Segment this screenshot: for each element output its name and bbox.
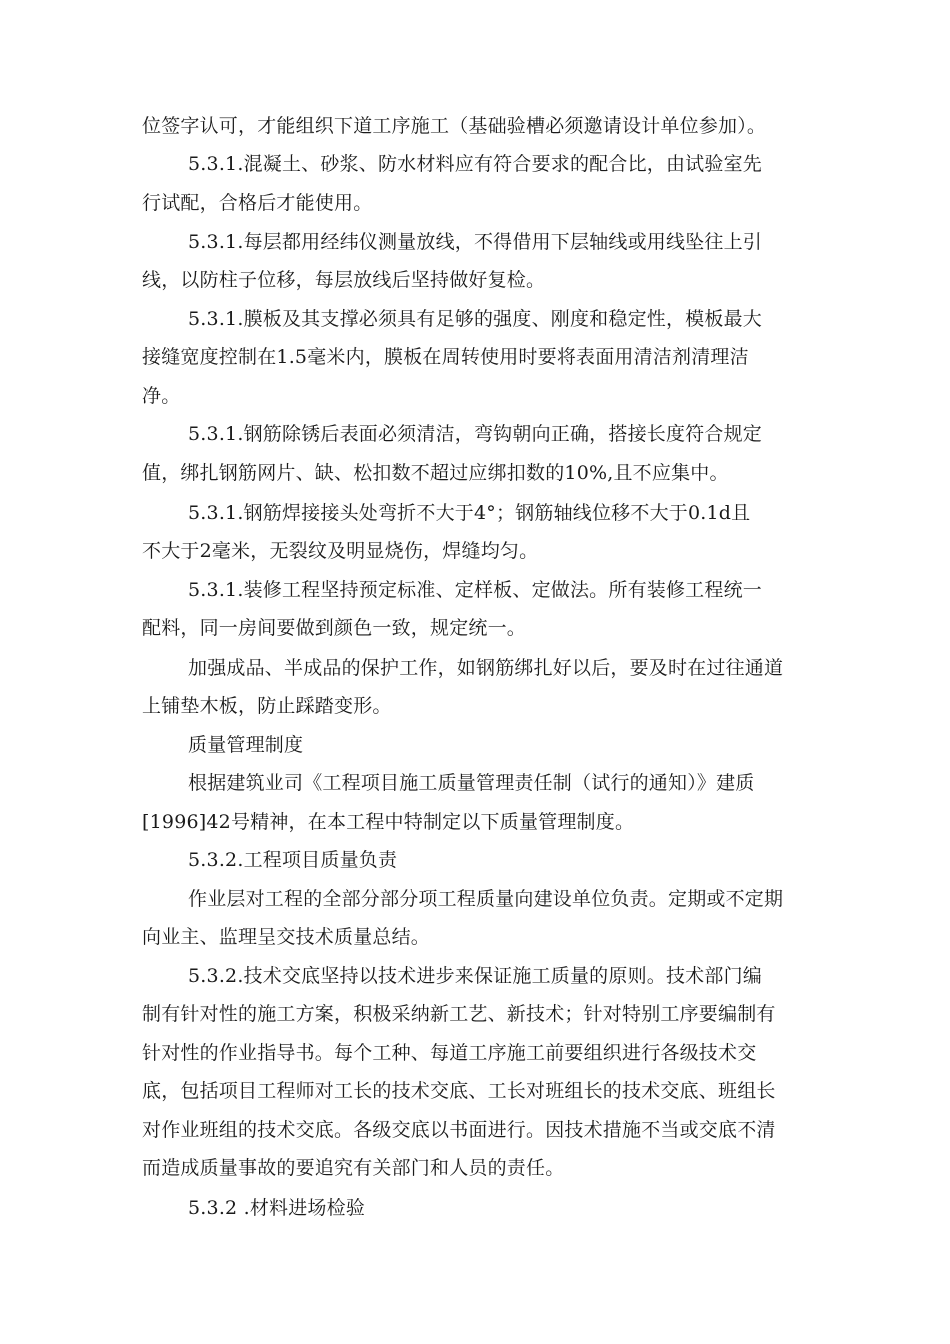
text-line: 接缝宽度控制在1.5毫米内，膜板在周转使用时要将表面用清洁剂清理洁 xyxy=(142,346,749,368)
text-line: 上铺垫木板，防止踩踏变形。 xyxy=(142,695,392,717)
text-line: 5.3.1.膜板及其支撑必须具有足够的强度、刚度和稳定性，模板最大 xyxy=(188,308,762,330)
text-line: 底，包括项目工程师对工长的技术交底、工长对班组长的技术交底、班组长 xyxy=(142,1080,776,1102)
text-line: 不大于2毫米，无裂纹及明显烧伤，焊缝均匀。 xyxy=(142,540,539,562)
text-line: 净。 xyxy=(142,385,181,407)
text-line: 5.3.2.技术交底坚持以技术进步来保证施工质量的原则。技术部门编 xyxy=(188,965,762,987)
text-line: 配料，同一房间要做到颜色一致，规定统一。 xyxy=(142,617,527,639)
text-line: 作业层对工程的全部分部分项工程质量向建设单位负责。定期或不定期 xyxy=(188,888,784,910)
text-line: 位签字认可，才能组织下道工序施工（基础验槽必须邀请设计单位参加）。 xyxy=(142,115,767,137)
text-line: [1996]42号精神，在本工程中特制定以下质量管理制度。 xyxy=(142,811,635,833)
text-line: 5.3.1.装修工程坚持预定标准、定样板、定做法。所有装修工程统一 xyxy=(188,579,762,601)
text-line: 5.3.1.钢筋除锈后表面必须清洁，弯钩朝向正确，搭接长度符合规定 xyxy=(188,423,762,445)
text-line: 5.3.1.钢筋焊接接头处弯折不大于4°；钢筋轴线位移不大于0.1d且 xyxy=(188,502,751,524)
section-heading: 质量管理制度 xyxy=(188,734,304,756)
text-line: 对作业班组的技术交底。各级交底以书面进行。因技术措施不当或交底不清 xyxy=(142,1119,776,1141)
text-line: 而造成质量事故的要追究有关部门和人员的责任。 xyxy=(142,1157,565,1179)
text-line: 针对性的作业指导书。每个工种、每道工序施工前要组织进行各级技术交 xyxy=(142,1042,757,1064)
text-line: 向业主、监理呈交技术质量总结。 xyxy=(142,926,431,948)
text-line: 制有针对性的施工方案，积极采纳新工艺、新技术；针对特别工序要编制有 xyxy=(142,1003,776,1025)
text-line: 5.3.1.混凝土、砂浆、防水材料应有符合要求的配合比，由试验室先 xyxy=(188,153,762,175)
text-line: 根据建筑业司《工程项目施工质量管理责任制（试行的通知）》建质 xyxy=(188,772,755,794)
text-line: 线，以防柱子位移，每层放线后坚持做好复检。 xyxy=(142,269,546,291)
text-line: 5.3.1.每层都用经纬仪测量放线，不得借用下层轴线或用线坠往上引 xyxy=(188,231,762,253)
text-line: 行试配，合格后才能使用。 xyxy=(142,192,373,214)
text-line: 加强成品、半成品的保护工作，如钢筋绑扎好以后，要及时在过往通道 xyxy=(188,657,784,679)
text-line: 5.3.2.工程项目质量负责 xyxy=(188,849,398,871)
text-line: 5.3.2 .材料进场检验 xyxy=(188,1197,366,1219)
text-line: 值，绑扎钢筋网片、缺、松扣数不超过应绑扣数的10%,且不应集中。 xyxy=(142,462,729,484)
